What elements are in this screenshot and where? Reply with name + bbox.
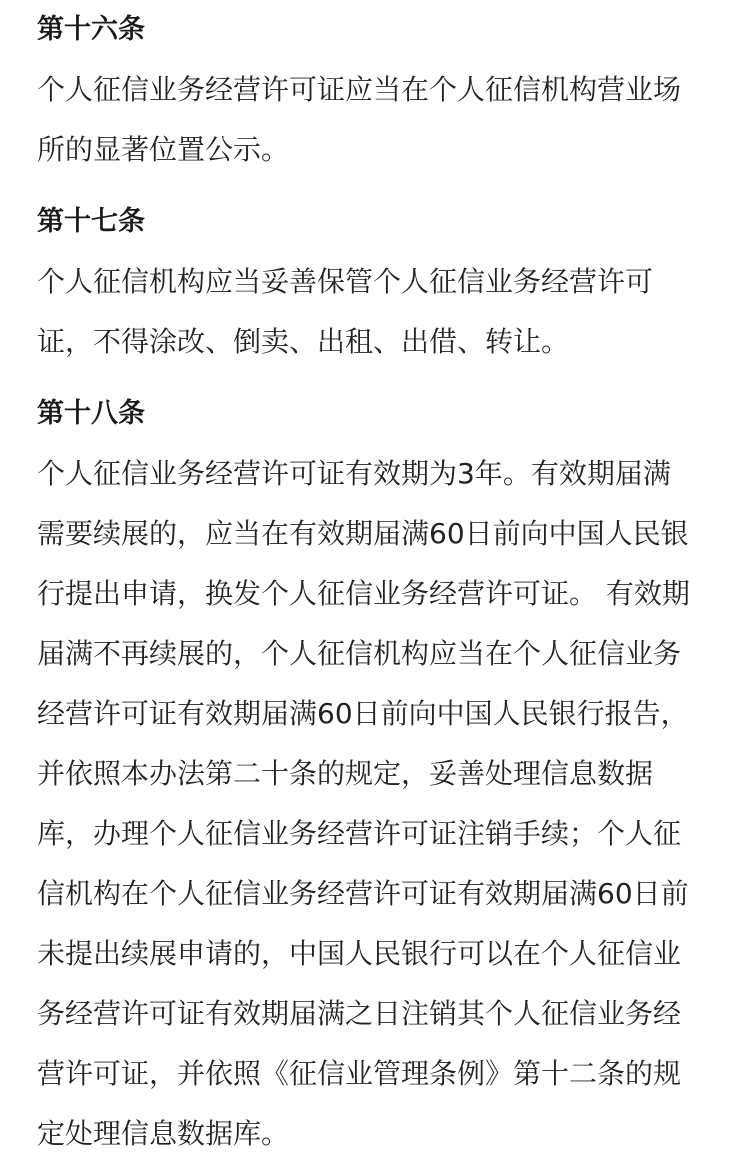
article-body: [37, 444, 737, 1164]
body-line: 行提出申请，换发个人征信业务经营许可证。 有效期: [37, 577, 690, 610]
document: [37, 0, 737, 1164]
body-line: 需要续展的，应当在有效期届满60日前向中国人民银: [37, 517, 689, 550]
body-line: 信机构在个人征信业务经营许可证有效期届满60日前: [37, 877, 689, 910]
body-line: 未提出续展申请的，中国人民银行可以在个人征信业: [37, 937, 682, 970]
article-title: 第十八条: [37, 398, 145, 429]
body-line: 个人征信业务经营许可证有效期为3年。有效期届满: [37, 457, 671, 490]
body-line: 个人征信业务经营许可证应当在个人征信机构营业场: [37, 73, 682, 106]
article-18: [37, 384, 737, 1164]
section-gap: [37, 180, 737, 192]
body-line: 定处理信息数据库。: [37, 1117, 290, 1150]
article-title: 第十七条: [37, 206, 145, 237]
article-title: 第十六条: [37, 14, 145, 45]
body-line: 经营许可证有效期届满60日前向中国人民银行报告，: [37, 697, 689, 730]
body-line: 证，不得涂改、倒卖、出租、出借、转让。: [37, 325, 570, 358]
body-line: 个人征信机构应当妥善保管个人征信业务经营许可: [37, 265, 654, 298]
section-gap: [37, 372, 737, 384]
body-line: 所的显著位置公示。: [37, 133, 290, 166]
article-body: [37, 252, 737, 372]
body-line: 并依照本办法第二十条的规定，妥善处理信息数据: [37, 757, 654, 790]
body-line: 营许可证，并依照《征信业管理条例》第十二条的规: [37, 1057, 682, 1090]
article-body: [37, 60, 737, 180]
body-line: 库，办理个人征信业务经营许可证注销手续；个人征: [37, 817, 682, 850]
body-line: 届满不再续展的，个人征信机构应当在个人征信业务: [37, 637, 682, 670]
article-16: [37, 0, 737, 180]
body-line: 务经营许可证有效期届满之日注销其个人征信业务经: [37, 997, 682, 1030]
article-17: [37, 192, 737, 372]
